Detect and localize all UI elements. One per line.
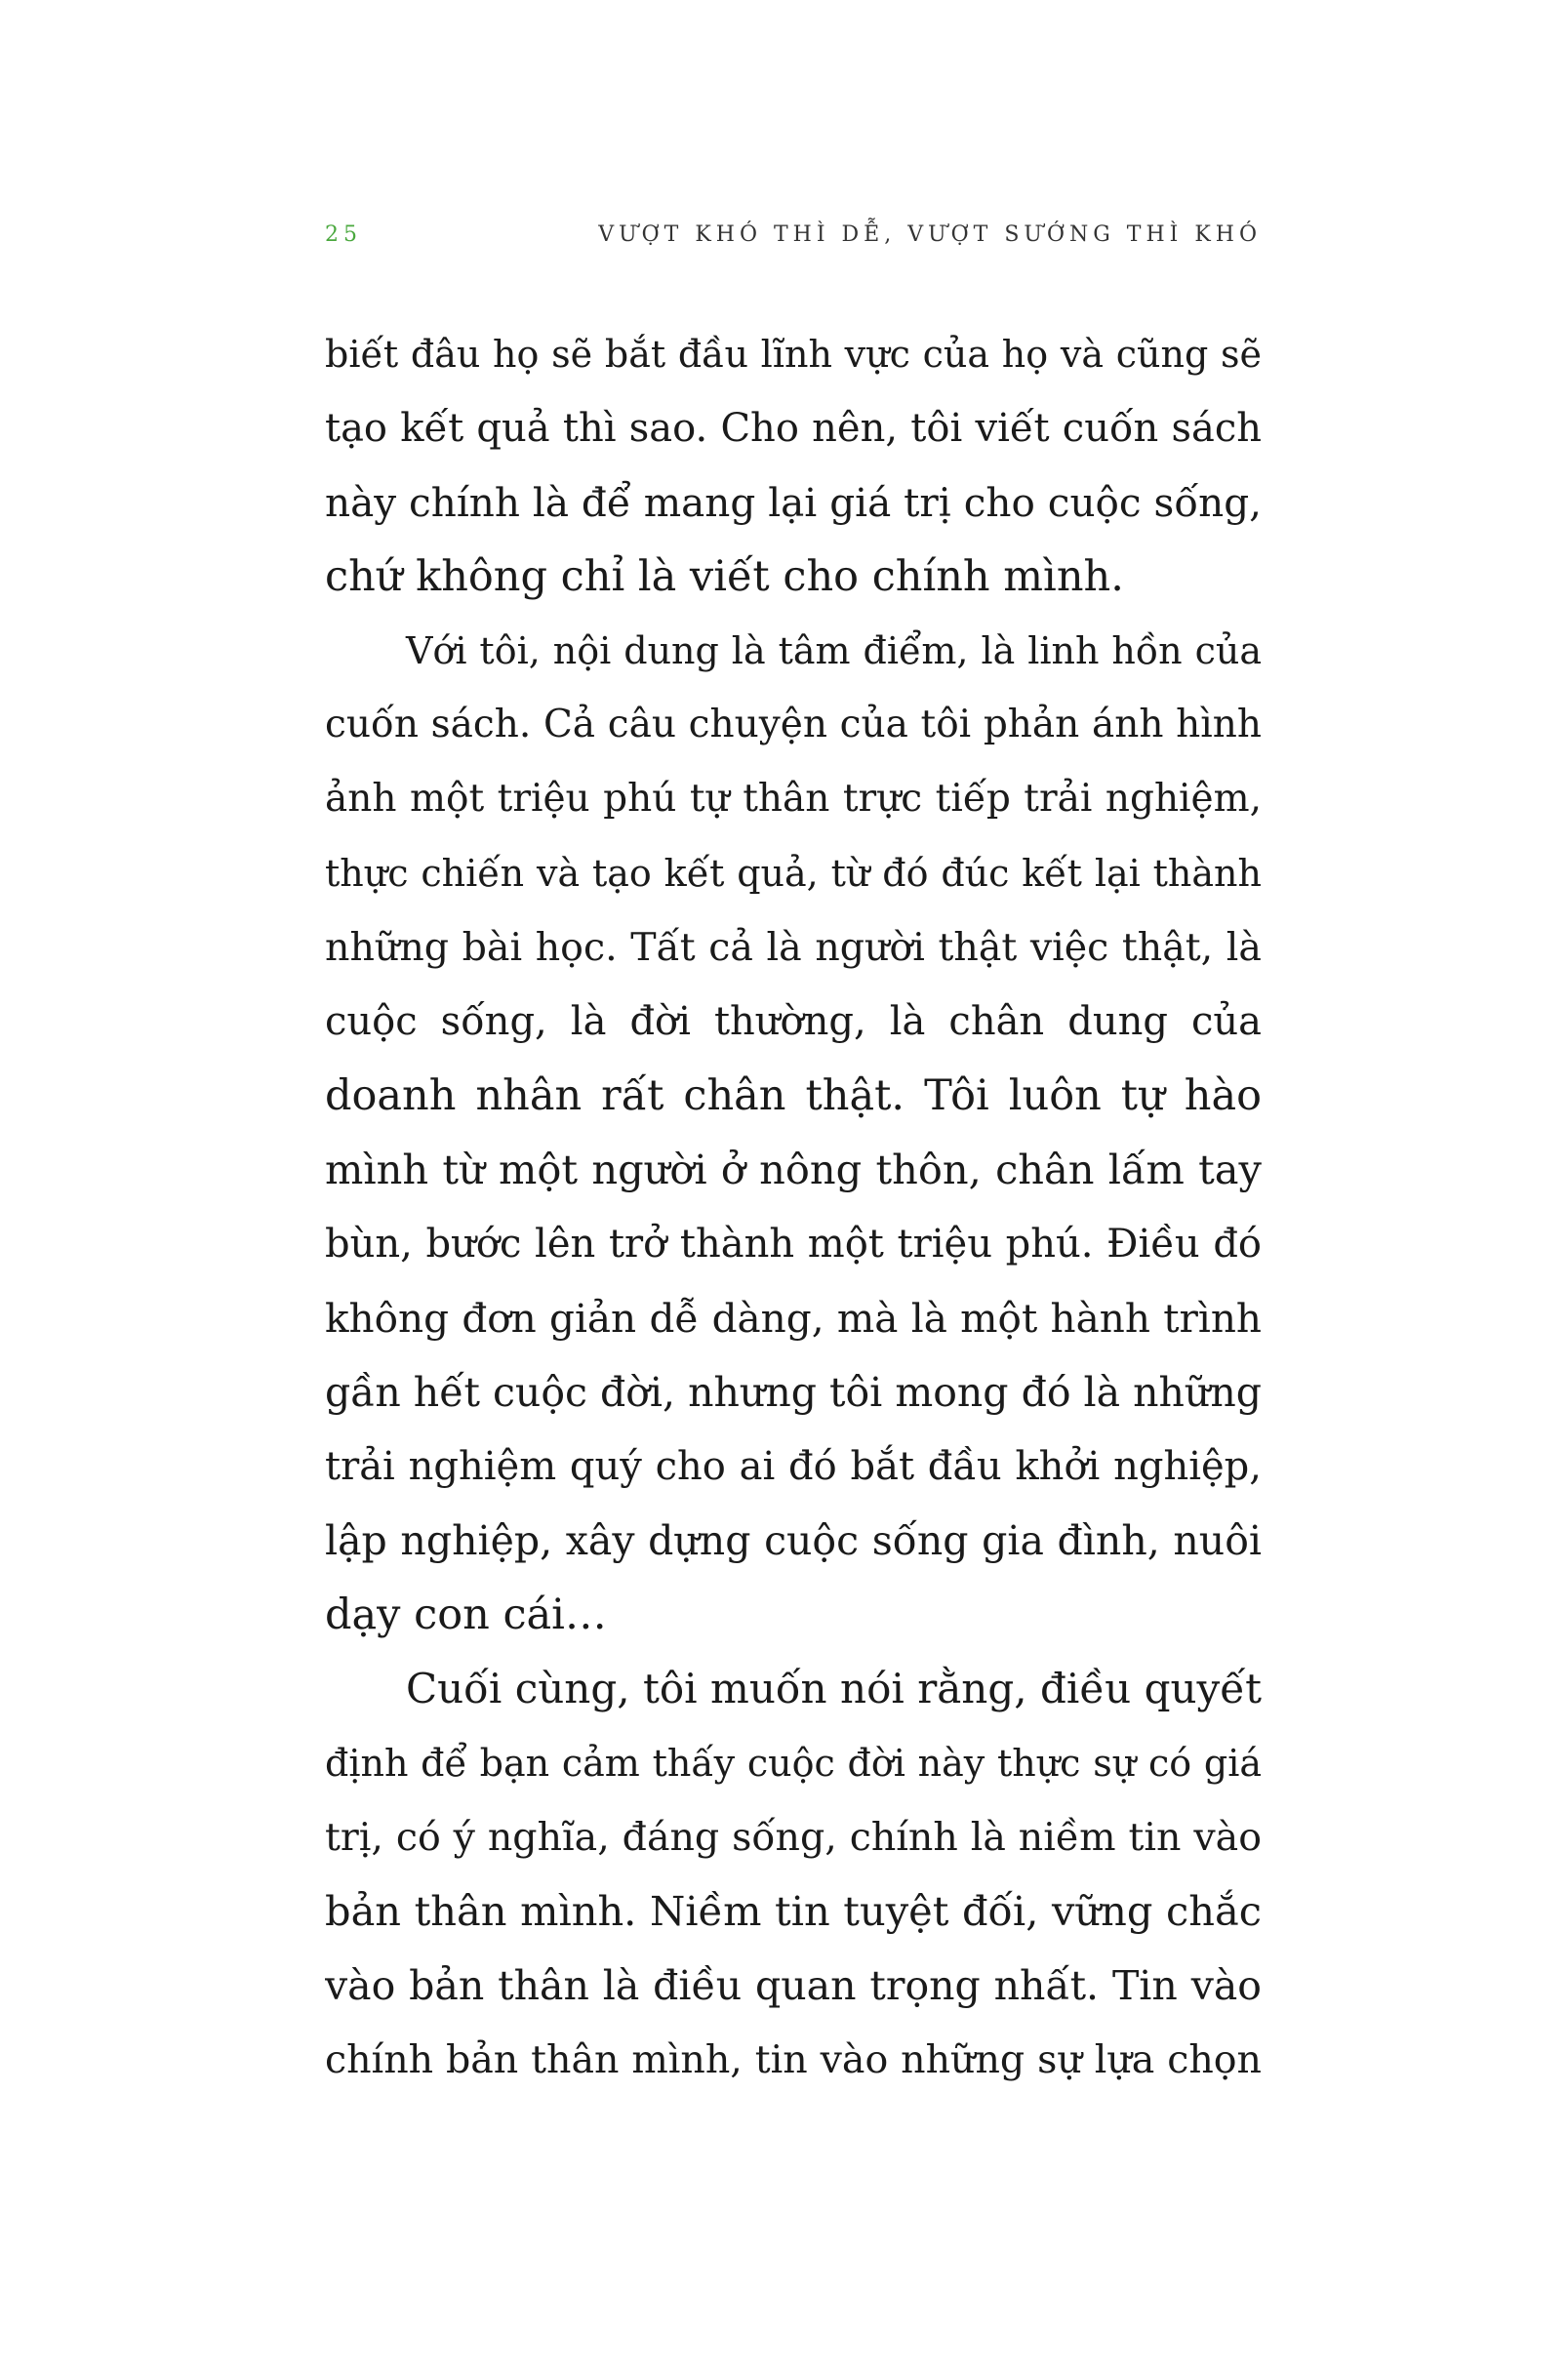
- text-line: tạo kết quả thì sao. Cho nên, tôi viết cuốn sách: [325, 406, 1262, 451]
- page-number: 25: [325, 222, 362, 247]
- text-line: chứ không chỉ là viết cho chính mình.: [325, 552, 1124, 601]
- body-text: [325, 317, 1262, 2097]
- running-header: [325, 222, 1262, 262]
- text-line: Cuối cùng, tôi muốn nói rằng, điều quyết: [406, 1665, 1262, 1712]
- text-line: bản thân mình. Niềm tin tuyệt đối, vững chắc: [325, 1887, 1262, 1935]
- text-line: không đơn giản dễ dàng, mà là một hành trình: [325, 1295, 1262, 1342]
- paragraph: [325, 1652, 1262, 2097]
- text-line: cuốn sách. Cả câu chuyện của tôi phản ánh hình: [325, 703, 1262, 746]
- text-line: mình từ một người ở nông thôn, chân lấm tay: [325, 1146, 1262, 1193]
- text-line: định để bạn cảm thấy cuộc đời này thực sự có giá: [325, 1742, 1262, 1785]
- text-line: lập nghiệp, xây dựng cuộc sống gia đình, nuôi: [325, 1517, 1262, 1564]
- text-line: chính bản thân mình, tin vào những sự lựa chọn: [325, 2037, 1262, 2082]
- text-line: những bài học. Tất cả là người thật việc thật, là: [325, 925, 1262, 970]
- text-line: dạy con cái…: [325, 1590, 607, 1639]
- text-line: bùn, bước lên trở thành một triệu phú. Điều đó: [325, 1222, 1262, 1267]
- text-line: Với tôi, nội dung là tâm điểm, là linh hồn của: [406, 629, 1262, 672]
- text-line: gần hết cuộc đời, nhưng tôi mong đó là những: [325, 1369, 1262, 1416]
- paragraph: [325, 614, 1262, 1652]
- paragraph: [325, 317, 1262, 614]
- text-line: thực chiến và tạo kết quả, từ đó đúc kết lại thành: [325, 852, 1262, 895]
- text-line: cuộc sống, là đời thường, là chân dung của: [325, 999, 1262, 1044]
- text-line: này chính là để mang lại giá trị cho cuộc sống,: [325, 479, 1262, 526]
- text-line: trị, có ý nghĩa, đáng sống, chính là niềm tin vào: [325, 1815, 1262, 1860]
- running-title: VƯỢT KHÓ THÌ DỄ, VƯỢT SƯỚNG THÌ KHÓ: [598, 222, 1262, 247]
- text-line: biết đâu họ sẽ bắt đầu lĩnh vực của họ và cũng sẽ: [325, 333, 1262, 376]
- text-line: doanh nhân rất chân thật. Tôi luôn tự hào: [325, 1071, 1262, 1120]
- text-line: vào bản thân là điều quan trọng nhất. Tin vào: [325, 1962, 1262, 2009]
- text-line: ảnh một triệu phú tự thân trực tiếp trải nghiệm,: [325, 777, 1262, 821]
- text-line: trải nghiệm quý cho ai đó bắt đầu khởi nghiệp,: [325, 1444, 1262, 1489]
